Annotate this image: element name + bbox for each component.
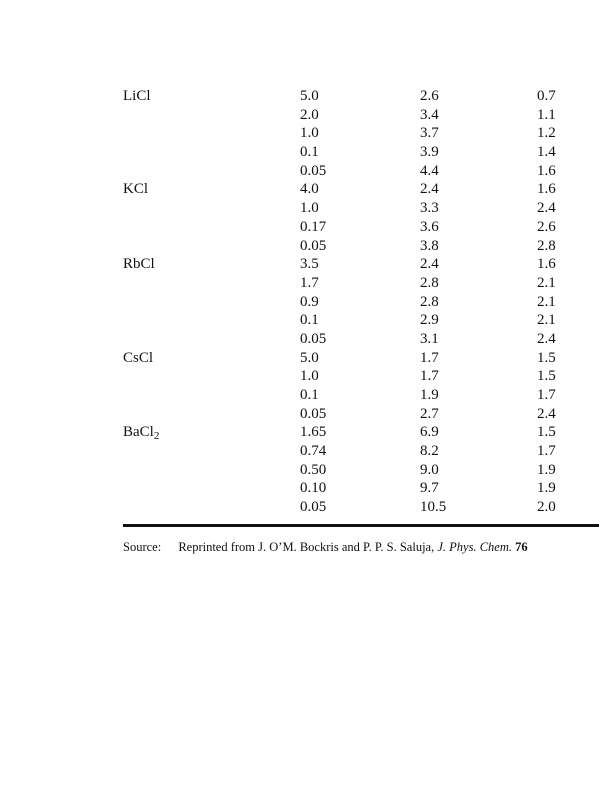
data-table <box>0 87 599 517</box>
concentration-cell: 1.65 <box>300 424 327 441</box>
concentration-cell: 2.0 <box>300 106 319 123</box>
value-cell-2: 1.4 <box>537 144 556 161</box>
salt-name: CsCl <box>123 349 154 366</box>
table-row <box>0 498 599 517</box>
concentration-cell: 1.0 <box>300 125 319 142</box>
value-cell-2: 2.1 <box>537 274 556 291</box>
salt-name: LiCl <box>123 88 151 104</box>
value-cell-1: 2.8 <box>420 293 439 310</box>
table-row <box>0 293 599 312</box>
table-row <box>0 311 599 330</box>
source-volume: 76 <box>515 540 528 554</box>
concentration-cell: 1.7 <box>300 274 319 291</box>
concentration-cell: 1.0 <box>300 200 319 217</box>
value-cell-2: 2.6 <box>537 218 556 235</box>
value-cell-2: 1.1 <box>537 106 556 123</box>
salt-name: RbCl <box>123 256 155 273</box>
value-cell-1: 3.7 <box>420 125 439 142</box>
table-row <box>0 386 599 405</box>
concentration-cell: 0.05 <box>300 162 327 179</box>
source-text: Reprinted from J. O’M. Bockris and P. P. S. Saluja, <box>178 540 438 554</box>
value-cell-2: 1.9 <box>537 461 556 478</box>
concentration-cell: 0.10 <box>300 480 327 497</box>
value-cell-2: 1.6 <box>537 162 556 179</box>
table-row <box>0 255 599 274</box>
salt-cell <box>123 87 151 106</box>
value-cell-1: 2.6 <box>420 88 439 104</box>
value-cell-2: 2.1 <box>537 293 556 310</box>
salt-subscript: 2 <box>153 430 160 443</box>
table-row <box>0 442 599 461</box>
salt-name: KCl <box>123 181 149 198</box>
source-journal: J. Phys. Chem. <box>437 540 512 554</box>
source-label: Source: <box>123 540 162 554</box>
value-cell-2: 1.6 <box>537 181 556 198</box>
concentration-cell: 0.1 <box>300 387 319 403</box>
table-row <box>0 349 599 368</box>
value-cell-1: 1.7 <box>420 349 439 366</box>
value-cell-2: 1.9 <box>537 480 556 497</box>
table-row <box>0 367 599 386</box>
value-cell-2: 2.4 <box>537 330 556 347</box>
table-row <box>0 405 599 424</box>
value-cell-1: 9.0 <box>420 461 439 478</box>
table-row <box>0 124 599 143</box>
value-cell-1: 1.7 <box>420 368 439 385</box>
concentration-cell: 0.9 <box>300 293 319 310</box>
value-cell-1: 2.8 <box>420 274 439 291</box>
value-cell-2: 0.7 <box>537 88 556 104</box>
concentration-cell: 5.0 <box>300 349 319 366</box>
table-row <box>0 143 599 162</box>
concentration-cell: 0.74 <box>300 443 327 460</box>
table-row <box>0 218 599 237</box>
value-cell-1: 6.9 <box>420 424 439 441</box>
value-cell-1: 10.5 <box>420 499 447 516</box>
salt-cell <box>123 423 159 442</box>
concentration-cell: 0.1 <box>300 144 319 161</box>
value-cell-1: 2.7 <box>420 405 439 422</box>
concentration-cell: 0.17 <box>300 218 327 235</box>
table-row <box>0 180 599 199</box>
salt-cell <box>123 349 153 368</box>
table-row <box>0 274 599 293</box>
value-cell-2: 2.4 <box>537 200 556 217</box>
table-row <box>0 87 599 106</box>
source-note <box>123 539 599 555</box>
value-cell-1: 3.3 <box>420 200 439 217</box>
value-cell-1: 1.9 <box>420 387 439 403</box>
salt-name: BaCl <box>123 424 154 441</box>
value-cell-1: 3.8 <box>420 237 439 254</box>
value-cell-2: 1.5 <box>537 349 556 366</box>
concentration-cell: 4.0 <box>300 181 319 198</box>
table-row <box>0 106 599 125</box>
value-cell-2: 1.7 <box>537 443 556 460</box>
value-cell-1: 4.4 <box>420 162 439 179</box>
table-row <box>0 423 599 442</box>
value-cell-2: 2.4 <box>537 405 556 422</box>
concentration-cell: 1.0 <box>300 368 319 385</box>
table-row <box>0 237 599 256</box>
table-row <box>0 479 599 498</box>
table-row <box>0 461 599 480</box>
salt-cell <box>123 255 155 274</box>
table-row <box>0 162 599 181</box>
table-row <box>0 199 599 218</box>
concentration-cell: 0.1 <box>300 312 319 329</box>
table-bottom-rule <box>123 524 599 527</box>
concentration-cell: 0.05 <box>300 405 327 422</box>
value-cell-1: 9.7 <box>420 480 439 497</box>
concentration-cell: 0.05 <box>300 499 327 516</box>
value-cell-1: 3.1 <box>420 330 439 347</box>
concentration-cell: 3.5 <box>300 256 319 273</box>
value-cell-1: 8.2 <box>420 443 439 460</box>
table-row <box>0 330 599 349</box>
value-cell-1: 3.4 <box>420 106 439 123</box>
concentration-cell: 0.05 <box>300 237 327 254</box>
value-cell-2: 2.1 <box>537 312 556 329</box>
value-cell-1: 3.9 <box>420 144 439 161</box>
value-cell-2: 2.8 <box>537 237 556 254</box>
value-cell-1: 2.4 <box>420 256 439 273</box>
salt-cell <box>123 180 148 199</box>
value-cell-2: 2.0 <box>537 499 556 516</box>
concentration-cell: 0.50 <box>300 461 327 478</box>
concentration-cell: 0.05 <box>300 330 327 347</box>
value-cell-1: 3.6 <box>420 218 439 235</box>
value-cell-2: 1.5 <box>537 368 556 385</box>
concentration-cell: 5.0 <box>300 88 319 104</box>
value-cell-2: 1.5 <box>537 424 556 441</box>
value-cell-2: 1.7 <box>537 387 556 403</box>
value-cell-1: 2.4 <box>420 181 439 198</box>
value-cell-1: 2.9 <box>420 312 439 329</box>
value-cell-2: 1.2 <box>537 125 556 142</box>
value-cell-2: 1.6 <box>537 256 556 273</box>
